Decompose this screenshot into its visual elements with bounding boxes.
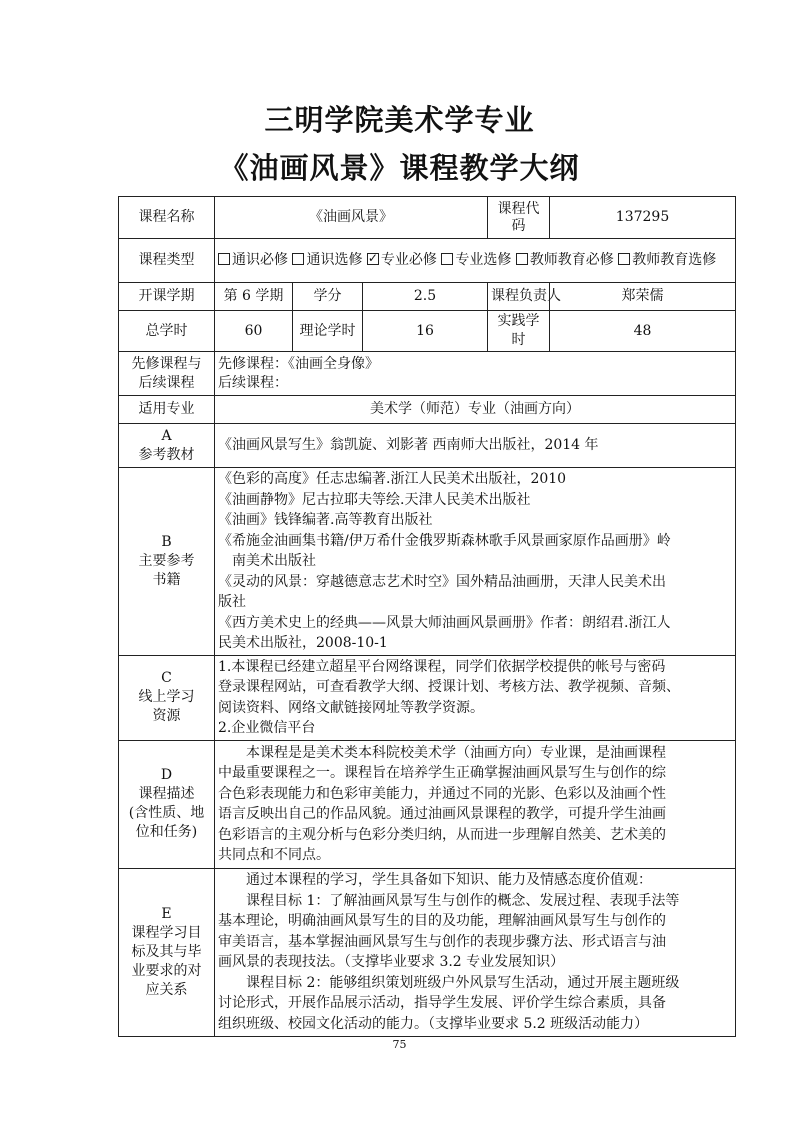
course-type-options <box>215 239 736 283</box>
row-c-online <box>119 655 736 740</box>
reference-line: 《灵动的风景：穿越德意志艺术时空》国外精品油画册，天津人民美术出 <box>218 573 666 590</box>
course-code-label: 课程代码 <box>488 197 550 239</box>
option-major-elective: 专业选修 <box>441 252 511 268</box>
reference-line: 《油画静物》尼古拉耶夫等绘.天津人民美术出版社 <box>218 491 531 508</box>
option-teacher-required: 教师教育必修 <box>516 252 614 268</box>
reference-line: 南美术出版社 <box>232 553 316 569</box>
reference-line: 民美术出版社，2008-10-1 <box>218 635 388 651</box>
option-major-required: ✓ 专业必修 <box>367 252 437 268</box>
theory-hours-label: 理论学时 <box>293 311 363 352</box>
reference-line: 《色彩的高度》任志忠编著.浙江人民美术出版社，2010 <box>218 471 567 487</box>
leader: 郑荣儒 <box>550 283 736 311</box>
b-label: B 主要参考 书籍 <box>119 468 215 656</box>
option-general-elective: 通识选修 <box>292 252 362 268</box>
course-type-label: 课程类型 <box>119 239 215 283</box>
reference-line: 《油画》钱锋编著.高等教育出版社 <box>218 512 433 528</box>
reference-line: 《希施金油画集书籍/伊万希什金俄罗斯森林歌手风景画家原作品画册》岭 <box>218 532 671 549</box>
credit: 2.5 <box>363 283 488 311</box>
checkbox-icon <box>441 253 453 265</box>
row-b-references <box>119 468 736 656</box>
d-label: D 课程描述 (含性质、地 位和任务) <box>119 740 215 868</box>
reference-line: 版社 <box>218 594 246 610</box>
row-a-textbook <box>119 424 736 468</box>
credit-label: 学分 <box>293 283 363 311</box>
document-title-line2: 《油画风景》课程教学大纲 <box>219 151 580 185</box>
prereq-text: 先修课程：《油画全身像》 <box>218 355 379 372</box>
document-title-line1: 三明学院美术学专业 <box>264 103 535 137</box>
course-name-label: 课程名称 <box>119 197 215 239</box>
page-number: 75 <box>392 1038 407 1051</box>
option-general-required: 通识必修 <box>218 252 288 268</box>
semester-label: 开课学期 <box>119 283 215 311</box>
theory-hours: 16 <box>363 311 488 352</box>
prereq-label: 先修课程与 后续课程 <box>119 352 215 396</box>
row-d-description <box>119 740 736 868</box>
course-code: 137295 <box>550 197 736 239</box>
a-label: A 参考教材 <box>119 424 215 468</box>
e-label: E 课程学习目 标及其与毕 业要求的对 应关系 <box>119 868 215 1036</box>
practice-hours-label: 实践学时 <box>488 311 550 352</box>
major: 美术学（师范）专业（油画方向） <box>215 396 736 424</box>
checkbox-icon <box>516 253 528 265</box>
practice-hours: 48 <box>550 311 736 352</box>
row-course-type <box>119 239 736 283</box>
row-e-objectives <box>119 868 736 1036</box>
checkbox-icon <box>218 253 230 265</box>
total-hours: 60 <box>215 311 293 352</box>
reference-line: 《西方美术史上的经典——风景大师油画风景画册》作者：朗绍君.浙江人 <box>218 614 671 631</box>
checkbox-icon <box>618 253 630 265</box>
row-major <box>119 396 736 424</box>
c-label: C 线上学习 资源 <box>119 655 215 740</box>
checked-checkbox-icon <box>367 253 379 265</box>
semester: 第 6 学期 <box>215 283 293 311</box>
row-semester <box>119 283 736 311</box>
row-hours <box>119 311 736 352</box>
followup-text: 后续课程： <box>218 374 288 391</box>
major-label: 适用专业 <box>119 396 215 424</box>
option-teacher-elective: 教师教育选修 <box>618 252 716 268</box>
a-textbook: 《油画风景写生》翁凯旋、刘影著 西南师大出版社，2014 年 <box>215 424 736 468</box>
syllabus-table <box>118 196 736 1037</box>
e-objectives-text: 通过本课程的学习，学生具备如下知识、能力及情感态度价值观： 课程目标 1：了解油画风景写生与创作的概念、发展过程、表现手法等 基本理论，明确油画风景写生的目的及功能，理解油画风景写生与创作的 审美语言，基本掌握油画风景写生与创作的表现步骤方法、形式语言与油 画风景的表现技法。（支撑毕业要求 3.2 专业发展知识） 课程目标 2：能够组织策划班级户外风景写生活动，通过开展主题班级 讨论形式，开展作品展示活动，指导学生发展、评价学生综合素质，具备 组织班级、校园文化活动的能力。（支撑毕业要求 5.2 班级活动能力） <box>215 868 736 1036</box>
d-course-description: 本课程是是美术类本科院校美术学（油画方向）专业课，是油画课程 中最重要课程之一。课程旨在培养学生正确掌握油画风景写生与创作的综 合色彩表现能力和色彩审美能力，并通过不同的光影、色彩以及油画个性 语言反映出自己的作品风貌。通过油画风景课程的教学，可提升学生油画 色彩语言的主观分析与色彩分类归纳，从而进一步理解自然美、艺术美的 共同点和不同点。 <box>215 740 736 868</box>
row-prereq <box>119 352 736 396</box>
course-name: 《油画风景》 <box>215 197 488 239</box>
c-online-resources: 1.本课程已经建立超星平台网络课程，同学们依据学校提供的帐号与密码 登录课程网站，可查看教学大纲、授课计划、考核方法、教学视频、音频、 阅读资料、网络文献链接网址等教学资源。 2.企业微信平台 <box>215 655 736 740</box>
b-reference-list <box>215 468 736 656</box>
leader-label: 课程负责人 <box>488 283 550 311</box>
prereq-content <box>215 352 736 396</box>
checkbox-icon <box>292 253 304 265</box>
row-course-name <box>119 197 736 239</box>
total-hours-label: 总学时 <box>119 311 215 352</box>
